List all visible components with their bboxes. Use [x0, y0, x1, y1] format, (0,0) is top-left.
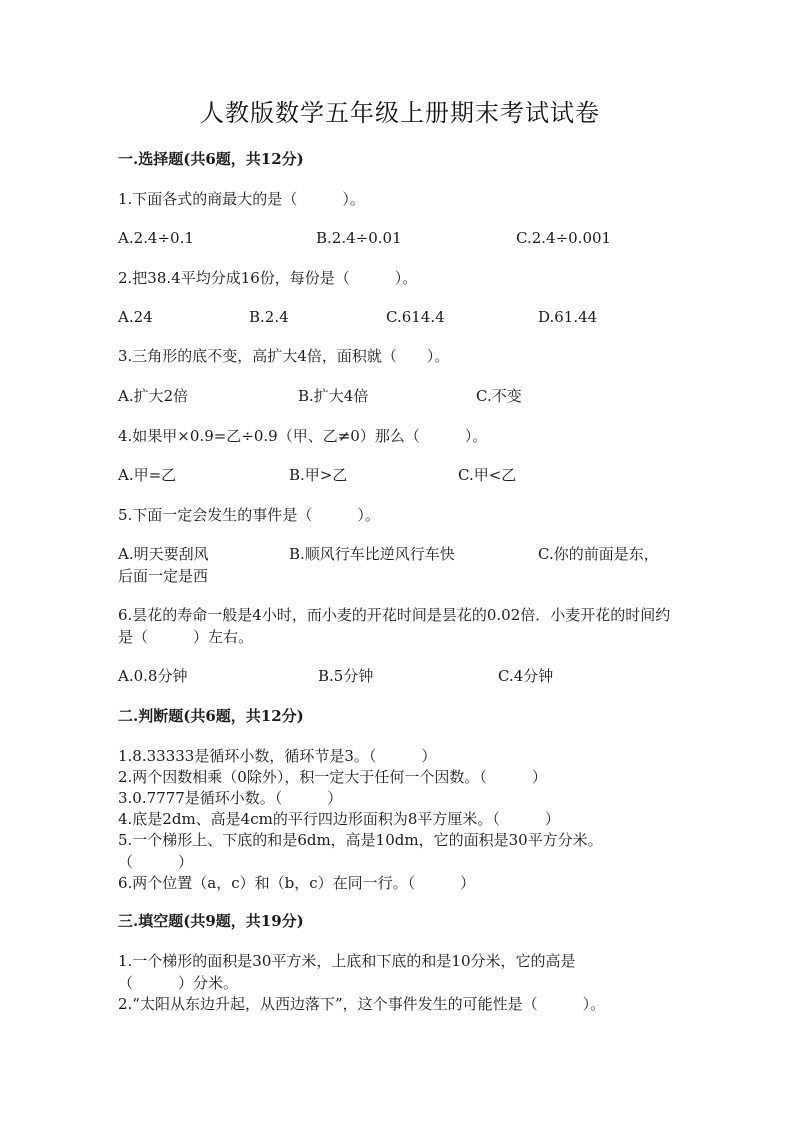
option-b: B.5分钟: [318, 667, 374, 685]
question-text: 3.三角形的底不变，高扩大4倍，面积就（ ）。: [118, 347, 450, 365]
question-text: 5.下面一定会发生的事件是（ ）。: [118, 506, 380, 524]
question-text: 2.把38.4平均分成16份，每份是（ ）。: [118, 269, 418, 287]
question-text: 5.一个梯形上、下底的和是6dm，高是10dm，它的面积是30平方分米。（ ）: [118, 831, 603, 871]
option-a: A.0.8分钟: [118, 667, 188, 685]
option-b: B.顺风行车比逆风行车快: [289, 545, 455, 563]
option-a: A.明天要刮风: [118, 545, 209, 563]
option-c: C.4分钟: [498, 667, 554, 685]
question-text: 3.0.7777是循环小数。（ ）: [118, 789, 343, 807]
question-text: 1.下面各式的商最大的是（ ）。: [118, 190, 365, 208]
option-a: A.24: [118, 308, 153, 326]
option-a: A.扩大2倍: [118, 387, 189, 405]
option-b: B.2.4: [249, 308, 289, 326]
option-c: C.2.4÷0.001: [516, 229, 612, 247]
option-b: B.扩大4倍: [298, 387, 369, 405]
option-b: B.2.4÷0.01: [316, 229, 402, 247]
question-text: 1.一个梯形的面积是30平方米，上底和下底的和是10分米，它的高是（ ）分米。: [118, 952, 576, 992]
question-text: 4.底是2dm、高是4cm的平行四边形面积为8平方厘米。（ ）: [118, 810, 560, 828]
section-heading-fill-blank: 三.填空题(共9题，共19分): [118, 912, 304, 930]
option-d: D.61.44: [538, 308, 598, 326]
option-c: C.你的前面是东，后面一定是西: [118, 545, 659, 585]
question-text: 2.“太阳从东边升起，从西边落下”，这个事件发生的可能性是（ ）。: [118, 995, 606, 1013]
section-heading-choice: 一.选择题(共6题，共12分): [118, 150, 304, 168]
option-c: C.甲<乙: [458, 466, 517, 484]
question-text: 2.两个因数相乘（0除外），积一定大于任何一个因数。（ ）: [118, 768, 547, 786]
question-text: 4.如果甲×0.9=乙÷0.9（甲、乙≠0）那么（ ）。: [118, 427, 488, 445]
option-c: C.不变: [476, 387, 522, 405]
option-a: A.甲=乙: [118, 466, 177, 484]
exam-title: 人教版数学五年级上册期末考试试卷: [200, 99, 600, 127]
section-heading-judgement: 二.判断题(共6题，共12分): [118, 707, 304, 725]
question-text: 1.8.33333是循环小数，循环节是3。（ ）: [118, 747, 437, 765]
option-b: B.甲>乙: [289, 466, 348, 484]
option-c: C.614.4: [386, 308, 445, 326]
question-text: 6.两个位置（a，c）和（b，c）在同一行。（ ）: [118, 874, 476, 892]
option-a: A.2.4÷0.1: [118, 229, 194, 247]
question-text: 6.昙花的寿命一般是4小时，而小麦的开花时间是昙花的0.02倍．小麦开花的时间约是（ ）左右。: [118, 606, 671, 646]
